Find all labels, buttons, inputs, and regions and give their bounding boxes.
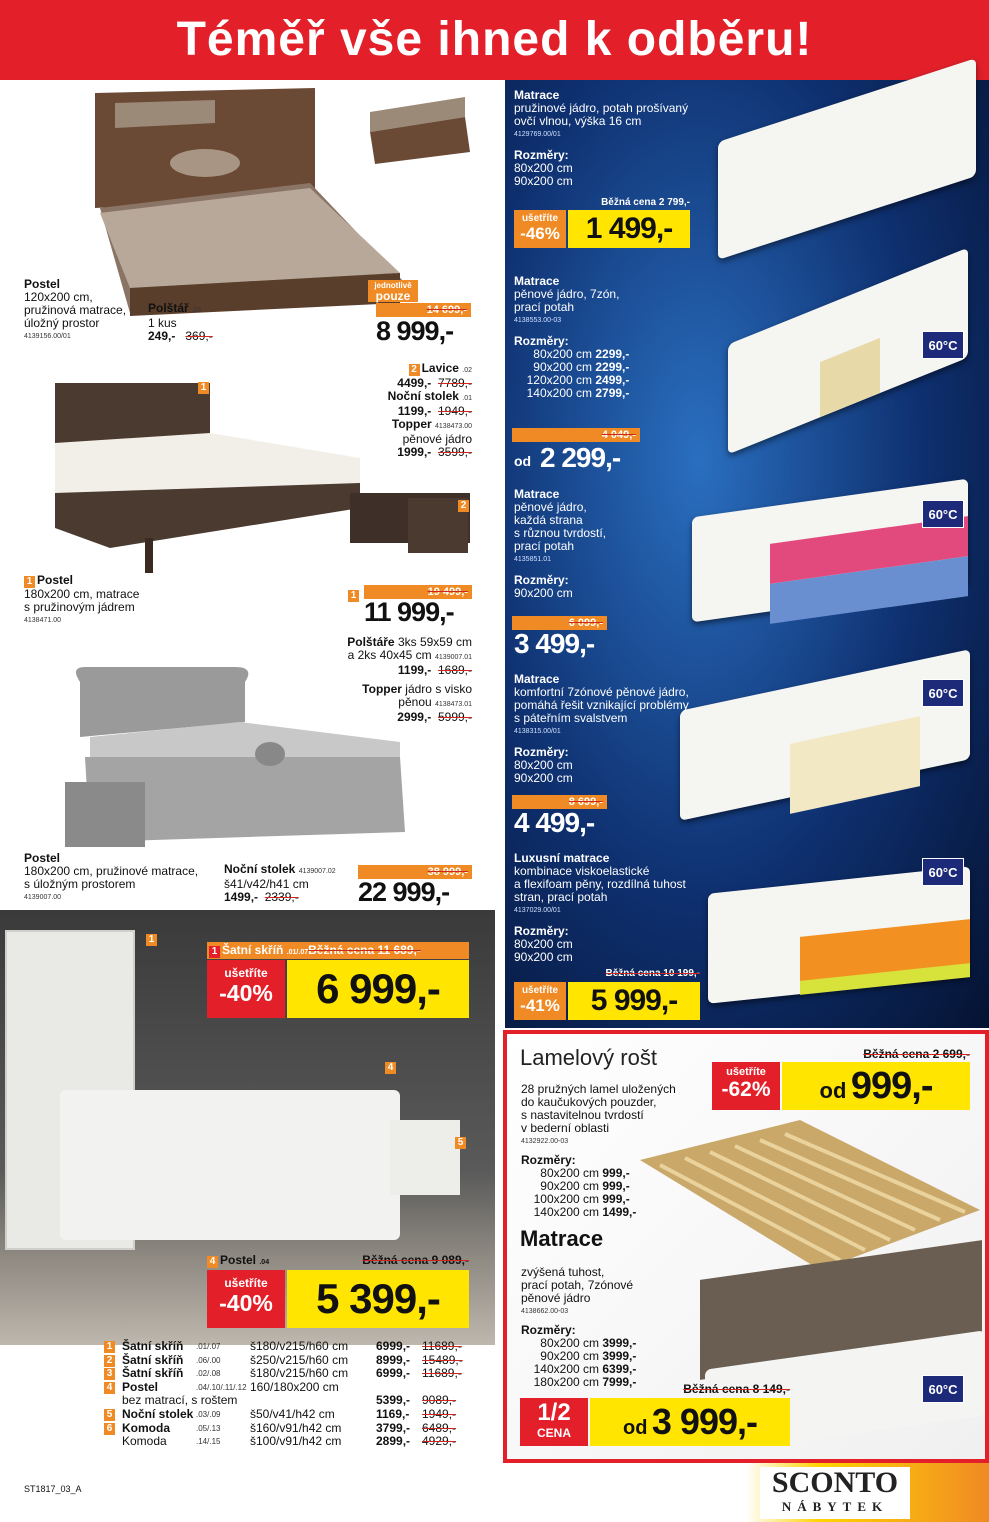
m5-pct: -41% [520,996,560,1015]
m3-d2: každá strana [514,513,583,527]
rost-m-rozm: Rozměry: [521,1323,576,1337]
rost-od: od [819,1078,847,1103]
size-price: 999,- [602,1192,630,1206]
pol-price: 1199,- [397,663,432,677]
pol-desc: 3ks 59x59 cm [397,635,472,649]
size-price: 2799,- [595,386,630,400]
m1-price: 1 499,- [568,210,690,248]
price-list-row [104,1435,474,1449]
size-dim: 80x200 cm [540,1336,599,1350]
stolek2-label: Noční stolek [224,862,296,876]
temp-badge-4: 60°C [922,679,964,707]
m3-rozm: Rozměry: [514,573,569,587]
topper-code: 4138473.00 [435,423,472,430]
room-badge-4: 4 [385,1062,396,1074]
pol-old: 1689,- [437,663,472,677]
topper-price: 1999,- [397,445,432,459]
row-dim: š50/v41/h42 cm [250,1406,335,1421]
bed3-desc2: s úložným prostorem [24,877,136,891]
m3-s1: 90x200 cm [514,586,573,600]
half-price-badge [520,1398,588,1446]
m2-price: 2 299,- [540,442,621,473]
stolek-label: Noční stolek [387,389,459,403]
bed2-code: 4138471.00 [24,617,61,624]
rost-m-d1: zvýšená tuhost, [521,1265,605,1279]
row-price: 6999,- [376,1366,411,1381]
rost-m-d3: pěnové jádro [521,1291,591,1305]
roombed-offer-strip [207,1252,469,1268]
only-tag [368,280,418,302]
roombed-price: 5 399,- [287,1270,469,1328]
row-dim: š250/v215/h60 cm [250,1352,349,1367]
rost-m-bezna [620,1382,790,1396]
size-price: 999,- [602,1166,630,1180]
stolek2-info [224,863,336,904]
size-dim: 140x200 cm [533,1205,599,1219]
room-badge-1: 1 [146,934,157,946]
m1-bezna: Běžná cena 2 799,- [601,197,690,208]
rost-code: 4132922.00-03 [521,1138,569,1145]
topper2-price: 2999,- [397,710,432,724]
m5-d1: kombinace viskoelastické [514,864,650,878]
row-name: Postel [122,1379,159,1394]
row-num: 4 [104,1382,115,1394]
bed2-old-text: 19 499,- [427,586,468,598]
row-price: 5399,- [376,1393,411,1408]
row-old: 4929,- [422,1434,457,1449]
bed-image-3 [60,662,440,852]
bed1-code: 4139156.00/01 [24,333,71,340]
bed2-badge2: 2 [458,500,469,512]
rost-pct: -62% [721,1078,771,1101]
m2-old-price [512,428,640,442]
size-price: 6399,- [602,1362,637,1376]
rost-bezna-text: Běžná cena 2 699,- [863,1047,970,1061]
row-name: Šatní skříň [122,1352,184,1367]
row-code: .03/.09 [196,1409,221,1419]
bed1-desc3: úložný prostor [24,316,100,330]
size-price: 3999,- [602,1336,637,1350]
temp-badge-5: 60°C [922,858,964,886]
row-dim: 160/180x200 cm [250,1379,339,1394]
logo-text-1: SCONTO [771,1466,899,1499]
row-code: .14/.15 [196,1437,221,1447]
price-list-row [104,1367,474,1381]
wardrobe-label: Šatní skříň [222,943,284,957]
rost-title: Lamelový rošt [520,1045,657,1070]
row-price: 3799,- [376,1420,411,1435]
m2-size-list [514,348,629,400]
topper2-label: Topper [362,682,402,696]
row-code: .01/.07 [196,1342,221,1351]
mattress3-info [514,488,606,600]
m3-d1: pěnové jádro, [514,500,587,514]
row-old: 11689,- [422,1339,462,1353]
topper2-code: 4138473.01 [435,701,472,708]
row-dim: š100/v91/h42 cm [250,1434,342,1449]
price-list-row [104,1381,474,1395]
wardrobe-num: 1 [209,946,220,958]
m5-save [514,982,566,1020]
size-price: 2299,- [595,347,630,361]
m4-price: 4 499,- [514,807,595,838]
room-badge-5: 5 [455,1137,466,1149]
m5-title: Luxusní matrace [514,851,610,865]
topper2-desc2: pěnou [398,695,432,709]
m5-d3: stran, prací potah [514,890,608,904]
stolek-old: 1949,- [437,404,472,418]
row-num [104,1395,115,1407]
m2-rozm: Rozměry: [514,334,569,348]
size-price: 2499,- [595,373,630,387]
row-name: Šatní skříň [122,1339,184,1353]
row-price: 1169,- [376,1406,410,1421]
size-price: 2299,- [595,360,630,374]
mattress2-info [514,275,629,400]
bed2-price-num: 1 [348,590,359,602]
stolek2-price: 1499,- [224,890,259,904]
row-num: 3 [104,1368,115,1380]
size-dim: 90x200 cm [540,1179,599,1193]
m4-s2: 90x200 cm [514,771,573,785]
size-price: 999,- [602,1179,630,1193]
size-dim: 120x200 cm [526,373,592,387]
wardrobe-pct: -40% [219,980,273,1006]
row-dim: š180/v215/h60 cm [250,1339,349,1353]
m3-price: 3 499,- [514,628,595,659]
only-tag-1: jednotlivě [374,281,412,290]
m4-d3: s páteřním svalstvem [514,711,628,725]
bed2-price: 11 999,- [364,597,454,627]
bed1-info [24,278,126,343]
m3-d3: s různou tvrdostí, [514,526,607,540]
rost-d3: s nastavitelnou tvrdostí [521,1108,644,1122]
row-old: 11689,- [422,1366,462,1381]
row-dim: š180/v215/h60 cm [250,1366,349,1381]
stolek2-dim: š41/v42/h41 cm [224,877,309,891]
row-name: Noční stolek [122,1406,194,1421]
half-label: 1/2 [537,1399,571,1426]
temp-badge-3: 60°C [922,500,964,528]
rost-m-od: od [623,1417,648,1439]
rost-price-box [782,1062,970,1110]
row-code: .02/.08 [196,1369,221,1379]
stolek2-old: 2339,- [264,890,299,904]
row-num: 1 [104,1341,115,1353]
m3-old-text: 6 099,- [568,617,603,629]
m5-bezna [514,968,700,979]
roombed-code: .04 [259,1259,270,1266]
bed-image-1 [90,88,410,318]
bed1-old-price [376,303,471,317]
m4-code: 4138315.00/01 [514,728,561,735]
temp-badge-2: 60°C [922,331,964,359]
bed2-info [24,574,139,627]
size-row [521,1206,676,1219]
m1-save [514,210,566,248]
pillow-old: 369,- [185,329,213,343]
bed2-num: 1 [24,576,35,588]
m4-d1: komfortní 7zónové pěnové jádro, [514,685,689,699]
bed1-old-text: 14 699,- [426,304,467,316]
roombed-save-label: ušetříte [224,1276,268,1290]
topper2-desc: jádro s visko [405,682,472,696]
row-name: Komoda [122,1420,170,1435]
m4-d2: pomáhá řešit vznikající problémy [514,698,689,712]
room-nightstand-image [390,1120,460,1195]
size-dim: 80x200 cm [533,347,592,361]
wardrobe-save [207,960,285,1018]
footer-code: ST1817_03_A [24,1484,82,1494]
bed1-desc2: pružinová matrace, [24,303,127,317]
rost-d1: 28 pružných lamel uložených [521,1082,676,1096]
m5-s1: 80x200 cm [514,937,573,951]
bed3-desc1: 180x200 cm, pružinové matrace, [24,864,199,878]
size-price: 7999,- [602,1375,637,1389]
size-dim: 90x200 cm [540,1349,599,1363]
row-name: bez matrací, s roštem [122,1393,238,1408]
wardrobe-code: .01/.07 [286,949,309,956]
pillow-label: Polštář [148,301,189,315]
rost-m-d2: prací potah, 7zónové [521,1278,634,1292]
pillow-code: .01 [192,307,202,314]
wardrobe-bezna: Běžná cena 11 689,- [308,943,421,957]
lavice-code: .02 [462,367,472,374]
m2-d1: pěnové jádro, 7zón, [514,287,620,301]
bed1-desc1: 120x200 cm, [24,290,93,304]
bed2-desc2: s pružinovým jádrem [24,600,135,614]
bed1-title: Postel [24,277,61,291]
row-name: Komoda [122,1434,167,1449]
rost-mattress-info [521,1266,636,1389]
bed3-info [24,852,198,904]
m3-title: Matrace [514,487,560,501]
size-dim: 100x200 cm [533,1192,599,1206]
rost-m-price-box [590,1398,790,1446]
rost-m-bezna-text: Běžná cena 8 149,- [683,1382,790,1396]
m4-title: Matrace [514,672,560,686]
size-dim: 140x200 cm [526,386,592,400]
price-list-row [104,1408,474,1422]
rost-size-list [521,1167,676,1219]
size-price: 1499,- [602,1205,637,1219]
bed3-title: Postel [24,851,61,865]
rost-info [521,1083,676,1219]
row-old: 15489,- [422,1352,463,1367]
temp-badge-rost: 60°C [922,1375,964,1403]
row-price: 2899,- [376,1434,411,1449]
topper-old: 3599,- [437,445,472,459]
row-num: 6 [104,1423,115,1435]
mattress4-info [514,673,689,785]
logo-text-2: NÁBYTEK [781,1499,889,1514]
m2-code: 4138553.00-03 [514,317,562,324]
m5-s2: 90x200 cm [514,950,573,964]
pillow-qty: 1 kus [148,316,177,330]
roombed-bezna: Běžná cena 9 089,- [362,1253,469,1267]
lavice-price: 4499,- [397,376,432,390]
rost-mattress-title: Matrace [520,1226,604,1251]
size-price: 3999,- [602,1349,637,1363]
wardrobe-offer-strip [207,942,469,959]
pol-label: Polštáře [347,635,395,649]
row-price: 8999,- [376,1352,411,1367]
bed3-old-text: 38 999,- [427,866,468,878]
m1-code: 4129769.00/01 [514,131,561,138]
rost-d2: do kaučukových pouzder, [521,1095,657,1109]
rost-save-label: ušetříte [726,1066,766,1078]
page-banner: Téměř vše ihned k odběru! [0,0,989,80]
m1-s2: 90x200 cm [514,174,573,188]
bed2-title: Postel [37,573,74,587]
m1-rozm: Rozměry: [514,148,569,162]
m1-save-label: ušetříte [521,213,559,224]
lavice-old: 7789,- [437,376,472,390]
m2-title: Matrace [514,274,560,288]
price-list-row [104,1340,474,1354]
bed1-price: 8 999,- [376,316,454,346]
rost-m-code: 4138662.00-03 [521,1308,569,1315]
rost-bezna [800,1047,970,1061]
size-dim: 180x200 cm [533,1375,599,1389]
row-num [104,1436,115,1448]
pillow-price: 249,- [148,329,176,343]
bed3-price: 22 999,- [358,877,450,907]
pol-desc2: a 2ks 40x45 cm [347,648,432,662]
m5-save-label: ušetříte [521,985,559,996]
size-row [514,387,629,400]
stolek2-code: 4139007.02 [298,868,336,875]
row-old: 9089,- [422,1393,457,1408]
roombed-save [207,1270,285,1328]
row-code: .06/.00 [196,1355,221,1365]
m1-title: Matrace [514,88,560,102]
m2-od: od [514,453,532,469]
topper2-old: 5999,- [437,710,472,724]
size-dim: 90x200 cm [533,360,592,374]
m1-d1: pružinové jádro, potah prošívaný [514,101,689,115]
row-price: 6999,- [376,1339,411,1353]
row-name: Šatní skříň [122,1366,184,1381]
m2-d2: prací potah [514,300,575,314]
wardrobe-price: 6 999,- [287,960,469,1018]
roombed-num: 4 [207,1256,218,1268]
m4-s1: 80x200 cm [514,758,573,772]
m4-old-text: 8 699,- [568,796,603,808]
m3-code: 4135851.01 [514,556,551,563]
size-dim: 140x200 cm [533,1362,599,1376]
row-dim: š160/v91/h42 cm [250,1420,342,1435]
lavice-num: 2 [409,364,420,376]
m4-rozm: Rozměry: [514,745,569,759]
cena-label: CENA [536,1426,571,1440]
m5-d2: a flexifoam pěny, rozdílná tuhost [514,877,686,891]
row-old: 1949,- [422,1406,457,1421]
roombed-pct: -40% [219,1290,273,1316]
pol-code: 4139007.01 [435,654,472,661]
rost-save [712,1062,780,1110]
rost-m-price: 3 999,- [651,1401,757,1442]
price-list-row [104,1394,474,1408]
size-dim: 80x200 cm [540,1166,599,1180]
m1-s1: 80x200 cm [514,161,573,175]
m2-old-text: 4 049,- [601,429,636,441]
rost-rozm: Rozměry: [521,1153,576,1167]
m5-code: 4137029.00/01 [514,907,561,914]
row-code: .04/.10/.11/.12 [196,1382,247,1392]
m5-price: 5 999,- [568,982,700,1020]
mattress1-info [514,89,688,188]
row-code: .05/.13 [196,1423,221,1433]
price-list-row [104,1422,474,1436]
row-num: 2 [104,1355,115,1367]
row-old: 6489,- [422,1420,457,1435]
pillow-info [148,302,213,343]
bed-storage-image [365,92,475,167]
sconto-logo[interactable] [760,1467,910,1519]
stolek-code: .01 [462,395,472,402]
stolek-price: 1199,- [397,404,432,418]
m1-pct: -46% [520,224,560,243]
lavice-label: Lavice [421,361,459,375]
bed2-desc1: 180x200 cm, matrace [24,587,140,601]
bed2-badge1: 1 [198,382,209,394]
bed3-code: 4139007.00 [24,894,61,901]
room-bed-image [60,1090,400,1240]
row-num: 5 [104,1409,115,1421]
rost-price: 999,- [850,1065,933,1107]
m5-bezna-text: Běžná cena 10 199,- [605,968,700,979]
m5-rozm: Rozměry: [514,924,569,938]
wardrobe-save-label: ušetříte [224,966,268,980]
m1-d2: ovčí vlnou, výška 16 cm [514,114,642,128]
only-tag-2: pouze [375,289,411,303]
roombed-label: Postel [220,1253,257,1267]
m3-d4: prací potah [514,539,575,553]
mattress5-info [514,852,686,964]
topper-label: Topper [391,417,432,431]
topper-desc: pěnové jádro [402,432,472,446]
room-price-list [104,1340,474,1449]
bed-image-2 [50,378,470,578]
rost-d4: v bederní oblasti [521,1121,610,1135]
